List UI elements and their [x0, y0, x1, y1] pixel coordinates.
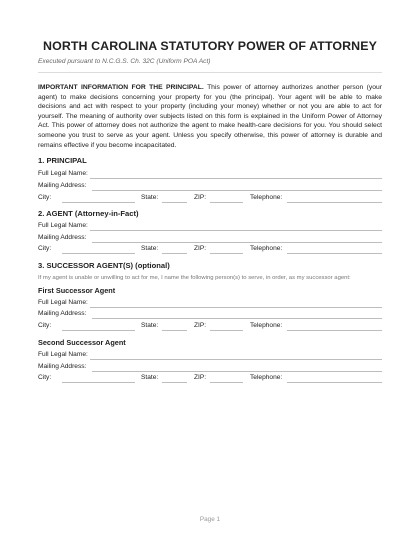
intro-heading: IMPORTANT INFORMATION FOR THE PRINCIPAL. — [38, 84, 204, 91]
principal-state-field[interactable] — [162, 202, 187, 203]
agent-name-field[interactable] — [90, 230, 382, 231]
first-successor-heading: First Successor Agent — [38, 286, 116, 295]
first-successor-city-row — [38, 322, 382, 331]
successor-note: If my agent is unable or unwilling to act for me, I name the following person(s) to serve, in order, as my successor agent: — [38, 275, 351, 281]
principal-address-field[interactable] — [92, 190, 382, 191]
second-successor-address-field[interactable] — [92, 371, 382, 372]
intro-body: This power of attorney authorizes another person (your agent) to make decisions concerning your property for you (the principal). Your agent will be able to make decisions and act with respect to your property (including your money) whether or not you are able to act for yourself. The meaning of authority over subjects listed on this form is explained in the Uniform Power of Attorney Act. This power of attorney does not authorize the agent to make health-care decisions for you. You should select someone you trust to serve as your agent. Unless you specify otherwise, this power of attorney is durable and remains effective if you become incapacitated. — [38, 84, 382, 149]
second-successor-city-field[interactable] — [62, 382, 135, 383]
agent-telephone-field[interactable] — [287, 253, 382, 254]
section-agent-heading: 2. AGENT (Attorney-in-Fact) — [38, 209, 139, 218]
first-successor-city-label: City: — [38, 322, 52, 329]
second-successor-heading: Second Successor Agent — [38, 338, 126, 347]
header-divider — [38, 72, 382, 73]
agent-address-label: Mailing Address: — [38, 234, 87, 241]
principal-telephone-field[interactable] — [287, 202, 382, 203]
first-successor-zip-field[interactable] — [210, 330, 243, 331]
principal-city-row — [38, 194, 382, 203]
document-title: NORTH CAROLINA STATUTORY POWER OF ATTORNEY — [43, 39, 377, 53]
agent-name-row — [38, 222, 382, 231]
principal-telephone-label: Telephone: — [250, 194, 283, 201]
principal-name-field[interactable] — [90, 178, 382, 179]
first-successor-address-field[interactable] — [92, 318, 382, 319]
second-successor-state-label: State: — [141, 374, 159, 381]
first-successor-telephone-field[interactable] — [287, 330, 382, 331]
agent-zip-label: ZIP: — [194, 245, 207, 252]
agent-name-label: Full Legal Name: — [38, 222, 88, 229]
second-successor-address-row — [38, 363, 382, 372]
second-successor-name-row — [38, 351, 382, 360]
first-successor-state-field[interactable] — [162, 330, 187, 331]
second-successor-telephone-field[interactable] — [287, 382, 382, 383]
section-principal-heading: 1. PRINCIPAL — [38, 156, 87, 165]
agent-city-label: City: — [38, 245, 52, 252]
first-successor-city-field[interactable] — [62, 330, 135, 331]
first-successor-name-label: Full Legal Name: — [38, 299, 88, 306]
agent-telephone-label: Telephone: — [250, 245, 283, 252]
first-successor-address-label: Mailing Address: — [38, 310, 87, 317]
principal-zip-label: ZIP: — [194, 194, 207, 201]
agent-city-field[interactable] — [62, 253, 135, 254]
principal-address-row — [38, 182, 382, 191]
principal-state-label: State: — [141, 194, 159, 201]
second-successor-name-label: Full Legal Name: — [38, 351, 88, 358]
second-successor-name-field[interactable] — [90, 359, 382, 360]
first-successor-zip-label: ZIP: — [194, 322, 207, 329]
second-successor-address-label: Mailing Address: — [38, 363, 87, 370]
agent-zip-field[interactable] — [210, 253, 243, 254]
second-successor-telephone-label: Telephone: — [250, 374, 283, 381]
agent-state-label: State: — [141, 245, 159, 252]
agent-address-field[interactable] — [92, 242, 382, 243]
principal-name-row — [38, 170, 382, 179]
second-successor-zip-label: ZIP: — [194, 374, 207, 381]
second-successor-state-field[interactable] — [162, 382, 187, 383]
first-successor-name-row — [38, 299, 382, 308]
principal-city-field[interactable] — [62, 202, 135, 203]
page-number: Page 1 — [199, 516, 221, 523]
first-successor-name-field[interactable] — [90, 307, 382, 308]
first-successor-telephone-label: Telephone: — [250, 322, 283, 329]
second-successor-city-label: City: — [38, 374, 52, 381]
agent-address-row — [38, 234, 382, 243]
intro-paragraph — [38, 83, 382, 150]
first-successor-state-label: State: — [141, 322, 159, 329]
second-successor-city-row — [38, 374, 382, 383]
principal-city-label: City: — [38, 194, 52, 201]
section-successor-heading: 3. SUCCESSOR AGENT(S) (optional) — [38, 261, 170, 270]
agent-state-field[interactable] — [162, 253, 187, 254]
principal-zip-field[interactable] — [210, 202, 243, 203]
second-successor-zip-field[interactable] — [210, 382, 243, 383]
principal-name-label: Full Legal Name: — [38, 170, 88, 177]
first-successor-address-row — [38, 310, 382, 319]
agent-city-row — [38, 245, 382, 254]
document-subtitle: Executed pursuant to N.C.G.S. Ch. 32C (Uniform POA Act) — [38, 58, 211, 65]
principal-address-label: Mailing Address: — [38, 182, 87, 189]
